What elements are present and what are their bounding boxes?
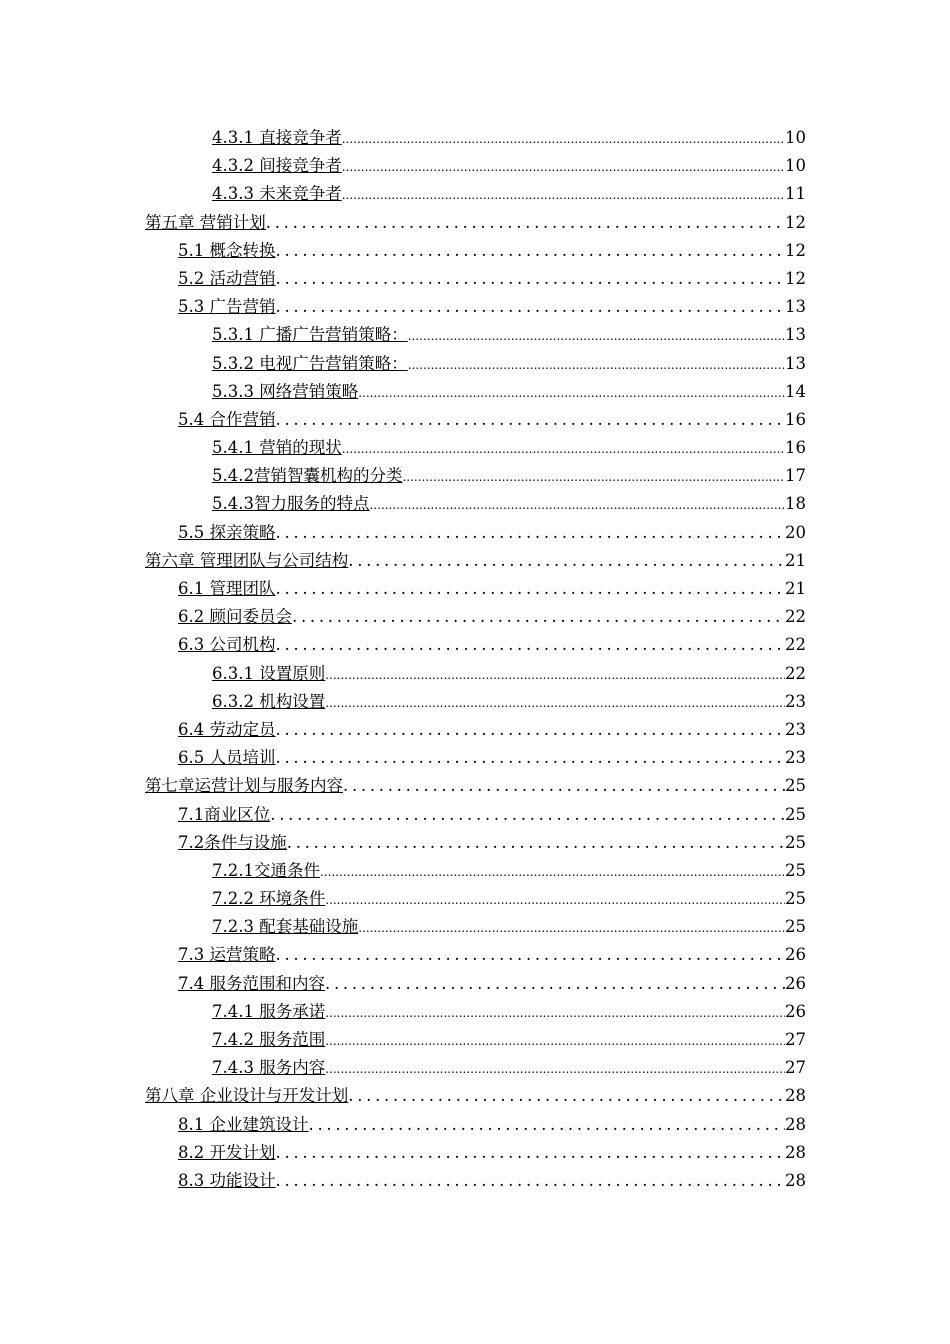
dot-leader [408, 351, 785, 379]
toc-entry[interactable] [212, 124, 806, 152]
toc-entry-page-number: 25 [785, 776, 806, 796]
toc-entry[interactable] [178, 293, 806, 321]
dot-leader [342, 435, 785, 463]
toc-entry-page-number: 12 [785, 268, 806, 288]
toc-entry[interactable] [212, 885, 806, 913]
dot-leader [408, 322, 785, 350]
dot-leader [276, 744, 786, 772]
dot-leader [276, 406, 786, 434]
dot-leader [276, 519, 786, 547]
toc-entry-title[interactable]: 第八章 企业设计与开发计划 [145, 1086, 349, 1106]
toc-entry-page-number: 13 [785, 325, 806, 345]
toc-entry[interactable] [212, 180, 806, 208]
dot-leader [276, 1167, 786, 1195]
toc-entry-title[interactable]: 6.3.2 机构设置 [212, 691, 326, 711]
dot-leader [276, 237, 786, 265]
toc-entry[interactable] [212, 350, 806, 378]
toc-entry[interactable] [212, 1026, 806, 1054]
toc-entry-page-number: 10 [785, 128, 806, 147]
toc-entry[interactable] [178, 1167, 806, 1195]
toc-entry-page-number: 10 [785, 156, 806, 176]
toc-entry[interactable] [212, 1054, 806, 1082]
toc-entry-title[interactable]: 第五章 营销计划 [145, 212, 266, 232]
toc-entry-title[interactable]: 5.5 探亲策略 [178, 522, 276, 542]
dot-leader [343, 772, 785, 800]
toc-entry-page-number: 12 [785, 240, 806, 260]
toc-entry-title[interactable]: 5.4 合作营销 [178, 409, 276, 429]
toc-entry-page-number: 21 [785, 550, 806, 570]
toc-entry-page-number: 20 [785, 522, 806, 542]
dot-leader [276, 631, 786, 659]
toc-entry-page-number: 23 [785, 719, 806, 739]
toc-entry-title[interactable]: 8.2 开发计划 [178, 1142, 276, 1162]
toc-entry-page-number: 28 [785, 1142, 806, 1162]
toc-entry-title[interactable]: 6.1 管理团队 [178, 579, 276, 598]
toc-entry-page-number: 27 [785, 1030, 806, 1049]
toc-entry-page-number: 23 [785, 691, 806, 711]
toc-entry[interactable] [145, 772, 806, 800]
toc-entry-page-number: 13 [785, 353, 806, 373]
dot-leader [325, 970, 785, 998]
toc-entry[interactable] [178, 829, 806, 857]
toc-entry[interactable] [212, 462, 806, 490]
toc-entry[interactable] [212, 378, 806, 406]
toc-entry-page-number: 13 [785, 297, 806, 317]
toc-entry-page-number: 26 [785, 973, 806, 993]
toc-entry-page-number: 23 [785, 748, 806, 768]
toc-entry[interactable] [212, 857, 806, 885]
toc-entry-title[interactable]: 7.4 服务范围和内容 [178, 973, 325, 993]
toc-entry-page-number: 22 [785, 663, 806, 683]
toc-entry[interactable] [212, 490, 806, 518]
toc-entry-title[interactable]: 7.3 运营策略 [178, 945, 276, 965]
dot-leader [309, 1111, 786, 1139]
toc-entry-title[interactable]: 5.3 广告营销 [178, 297, 276, 317]
dot-leader [369, 491, 785, 519]
toc-entry-page-number: 28 [785, 1086, 806, 1106]
toc-entry[interactable] [212, 688, 806, 716]
dot-leader [266, 209, 785, 237]
toc-entry-page-number: 25 [785, 860, 806, 880]
toc-entry-page-number: 21 [785, 579, 806, 598]
toc-entry[interactable] [212, 321, 806, 349]
toc-entry[interactable] [212, 913, 806, 941]
toc-entry-title[interactable]: 7.1商业区位 [178, 804, 271, 824]
toc-entry-page-number: 28 [785, 1170, 806, 1190]
toc-entry-title[interactable]: 7.2.3 配套基础设施 [212, 917, 359, 937]
toc-entry-title[interactable]: 5.3.1 广播广告营销策略： [212, 325, 408, 345]
toc-entry-title[interactable]: 7.2.1交通条件 [212, 860, 320, 880]
toc-entry-page-number: 25 [785, 804, 806, 824]
toc-entry-title[interactable]: 6.3 公司机构 [178, 635, 276, 655]
toc-entry[interactable] [178, 603, 806, 631]
toc-entry-page-number: 11 [785, 184, 806, 204]
toc-entry-page-number: 25 [785, 832, 806, 852]
toc-entry-title[interactable]: 7.2.2 环境条件 [212, 889, 326, 909]
dot-leader [276, 1139, 786, 1167]
toc-entry[interactable] [178, 801, 806, 829]
toc-entry-title[interactable]: 5.4.3智力服务的特点 [212, 494, 370, 514]
toc-entry[interactable] [178, 744, 806, 772]
toc-entry[interactable] [178, 716, 806, 744]
dot-leader [320, 858, 785, 886]
dot-leader [358, 379, 785, 407]
toc-entry-page-number: 25 [785, 889, 806, 909]
dot-leader [325, 1055, 785, 1083]
toc-entry[interactable] [178, 1139, 806, 1167]
toc-entry[interactable] [212, 660, 806, 688]
toc-entry-page-number: 27 [785, 1058, 806, 1078]
toc-entry[interactable] [178, 519, 806, 547]
toc-entry[interactable] [178, 237, 806, 265]
toc-entry-page-number: 17 [785, 466, 806, 486]
toc-entry-title[interactable]: 7.4.1 服务承诺 [212, 1001, 326, 1021]
toc-entry-title[interactable]: 5.4.2营销智囊机构的分类 [212, 466, 403, 486]
dot-leader [276, 716, 786, 744]
toc-entry-title[interactable]: 4.3.3 未来竞争者 [212, 184, 342, 204]
dot-leader [270, 801, 785, 829]
toc-entry-title[interactable]: 4.3.2 间接竞争者 [212, 156, 342, 176]
dot-leader [276, 293, 786, 321]
toc-entry-page-number: 12 [785, 212, 806, 232]
toc-entry-page-number: 22 [785, 607, 806, 627]
toc-entry-page-number: 14 [785, 381, 806, 401]
toc-entry-title[interactable]: 5.3.2 电视广告营销策略： [212, 353, 408, 373]
toc-entry[interactable] [178, 1111, 806, 1139]
dot-leader [348, 1082, 785, 1110]
dot-leader [358, 914, 785, 942]
table-of-contents [0, 124, 950, 1195]
toc-entry-page-number: 22 [785, 635, 806, 655]
dot-leader [287, 829, 785, 857]
toc-entry-title[interactable]: 8.3 功能设计 [178, 1170, 276, 1190]
toc-entry-page-number: 26 [785, 945, 806, 965]
toc-entry[interactable] [178, 631, 806, 659]
toc-entry[interactable] [212, 152, 806, 180]
toc-entry[interactable] [212, 434, 806, 462]
toc-entry-title[interactable]: 5.1 概念转换 [178, 240, 276, 260]
toc-entry-title[interactable]: 7.4.3 服务内容 [212, 1058, 326, 1078]
toc-entry-title[interactable]: 第七章运营计划与服务内容 [145, 776, 343, 796]
toc-entry[interactable] [145, 1082, 806, 1110]
toc-entry-title[interactable]: 5.3.3 网络营销策略 [212, 381, 359, 401]
toc-entry-page-number: 28 [785, 1114, 806, 1134]
dot-leader [292, 603, 785, 631]
dot-leader [276, 575, 786, 603]
toc-entry-title[interactable]: 5.4.1 营销的现状 [212, 438, 342, 458]
toc-entry[interactable] [178, 575, 806, 603]
dot-leader [402, 463, 785, 491]
dot-leader [342, 125, 785, 153]
toc-entry-page-number: 16 [785, 409, 806, 429]
toc-entry[interactable] [178, 265, 806, 293]
dot-leader [325, 999, 785, 1027]
toc-entry-page-number: 18 [785, 494, 806, 514]
toc-entry[interactable] [178, 406, 806, 434]
toc-entry[interactable] [212, 998, 806, 1026]
dot-leader [325, 661, 785, 689]
toc-entry[interactable] [145, 547, 806, 575]
toc-entry-title[interactable]: 7.2条件与设施 [178, 832, 287, 852]
toc-entry-title[interactable]: 8.1 企业建筑设计 [178, 1114, 309, 1134]
dot-leader [342, 153, 785, 181]
dot-leader [325, 689, 785, 717]
toc-entry[interactable] [145, 209, 806, 237]
toc-entry-title[interactable]: 6.5 人员培训 [178, 748, 276, 768]
toc-entry-title[interactable]: 6.2 顾问委员会 [178, 607, 292, 627]
dot-leader [276, 265, 786, 293]
toc-entry-page-number: 26 [785, 1001, 806, 1021]
dot-leader [325, 886, 785, 914]
dot-leader [325, 1027, 785, 1055]
toc-entry-title[interactable]: 6.3.1 设置原则 [212, 663, 326, 683]
toc-entry-page-number: 25 [785, 917, 806, 937]
toc-entry[interactable] [178, 970, 806, 998]
dot-leader [276, 941, 786, 969]
toc-entry[interactable] [178, 941, 806, 969]
toc-entry-title[interactable]: 6.4 劳动定员 [178, 719, 276, 739]
toc-entry-page-number: 16 [785, 438, 806, 458]
dot-leader [342, 181, 785, 209]
toc-entry-title[interactable]: 4.3.1 直接竞争者 [212, 128, 342, 147]
toc-entry-title[interactable]: 7.4.2 服务范围 [212, 1030, 326, 1049]
toc-entry-title[interactable]: 5.2 活动营销 [178, 268, 276, 288]
toc-entry-title[interactable]: 第六章 管理团队与公司结构 [145, 550, 349, 570]
dot-leader [348, 547, 785, 575]
